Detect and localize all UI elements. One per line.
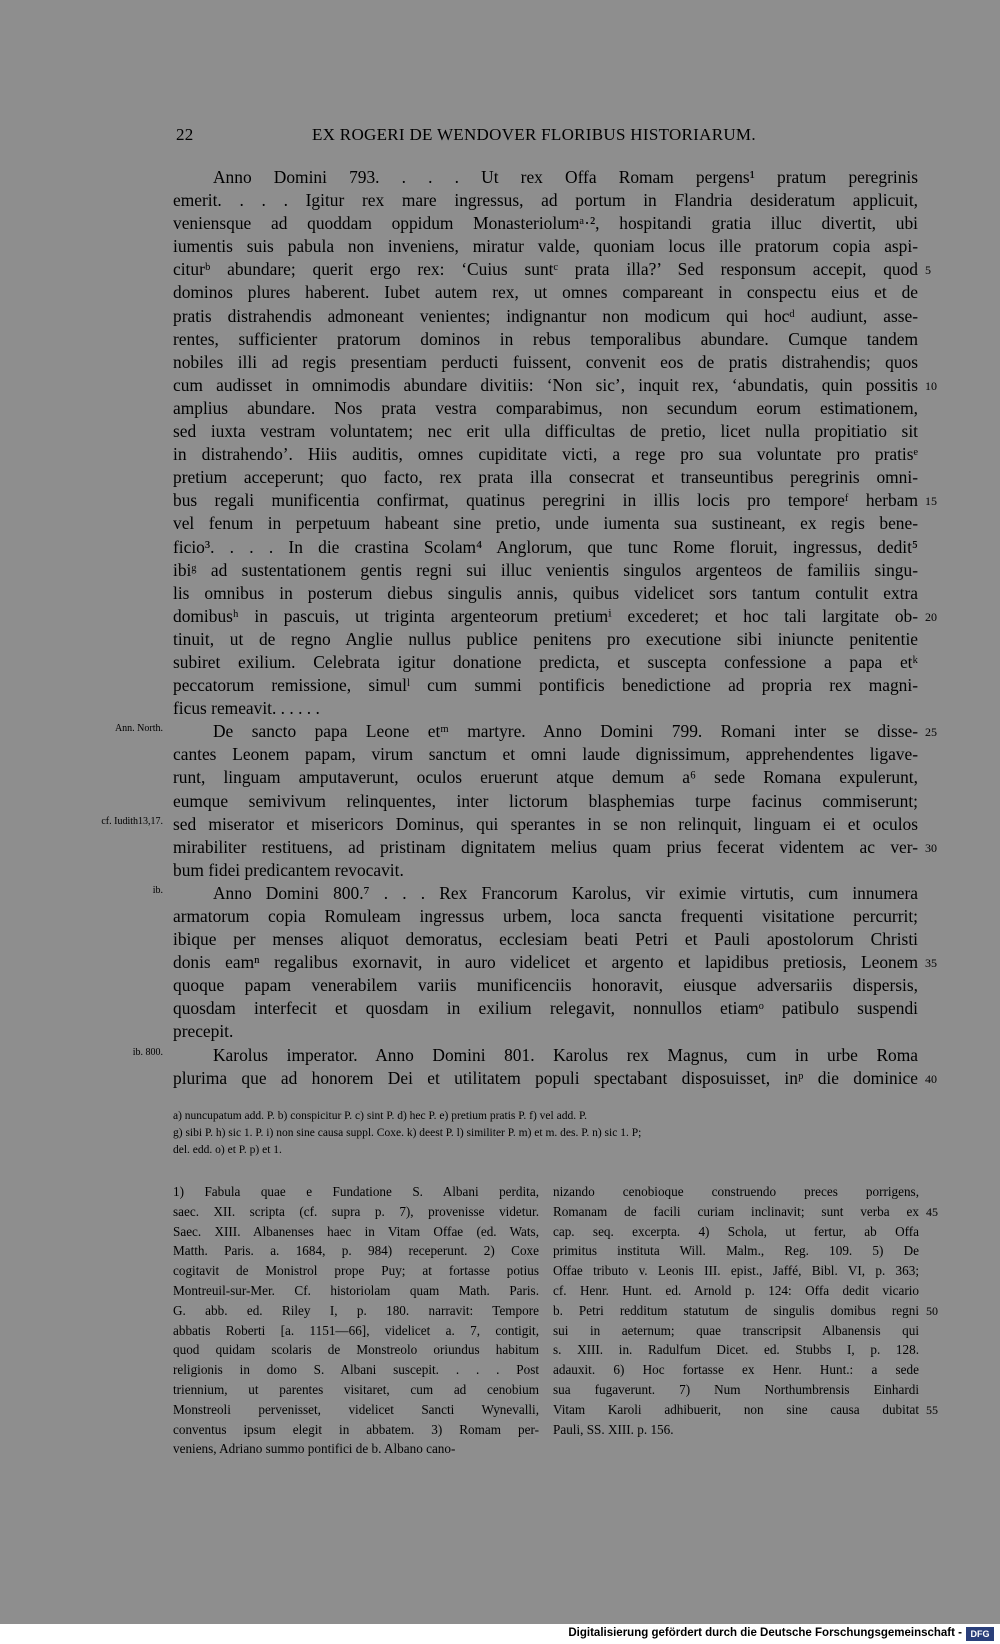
line-number: 15	[925, 494, 937, 509]
line-number: 10	[925, 378, 937, 393]
text-line-content: precepit.	[173, 1021, 234, 1042]
text-line-content: donis eamⁿ regalibus exornavit, in auro videlicet et argento et lapidibus pretiosis, Leonem	[173, 952, 918, 973]
text-line	[173, 697, 918, 720]
text-line-content: ficus remeavit. . . . . .	[173, 698, 320, 719]
footnote-line: Montreuil-sur-Mer. Cf. historiolam quam Math. Paris.	[173, 1282, 539, 1298]
footnote-line: cap. seq. excerpta. 4) Schola, ut fertur, ab Offa	[553, 1223, 919, 1239]
page-number: 22	[176, 125, 194, 144]
text-line	[173, 997, 918, 1020]
text-line	[173, 189, 918, 212]
footnote-line: Offae tributo v. Leonis III. epist., Jaffé, Bibl. VI, p. 363;	[553, 1263, 919, 1279]
text-line	[173, 859, 918, 882]
text-line-content: Anno Domini 800.⁷ . . . Rex Francorum Karolus, vir eximie virtutis, cum innumera	[213, 882, 918, 903]
text-line-content: Karolus imperator. Anno Domini 801. Karolus rex Magnus, cum in urbe Roma	[213, 1044, 918, 1065]
text-line	[152, 882, 918, 905]
footer-credit: Digitalisierung gefördert durch die Deutsche Forschungsgemeinschaft -	[568, 1627, 962, 1639]
text-line-content: bum fidei predicantem revocavit.	[173, 859, 404, 880]
text-line-content: vel fenum in perpetuum habeant sine pretio, unde iumenta sua sustineant, ex regis bene-	[173, 513, 918, 534]
text-line	[173, 836, 937, 859]
text-line-content: lis omnibus in posterum diebus singulis annis, quibus videlicet sors tantum contulit extra	[173, 582, 918, 603]
text-line-content: Anno Domini 793. . . . Ut rex Offa Romam pergens¹ pratum peregrinis	[213, 167, 918, 187]
footnote-line: primitus instituta Will. Malm., Reg. 109. 5) De	[553, 1243, 919, 1259]
text-line-content: ibiᵍ ad sustentationem gentis regni sui illuc venientis singulos argenteos de familiis singu-	[173, 559, 918, 580]
text-line-content: ibique per menses aliquot demoratus, ecclesiam beati Petri et Pauli apostolorum Christi	[173, 929, 918, 950]
footnotes-right-column	[553, 1182, 938, 1439]
text-line	[173, 928, 918, 951]
margin-source-note: ib. 800.	[132, 1046, 163, 1058]
text-line	[173, 743, 918, 766]
text-line-content: in distrahendo’. Hiis auditis, omnes cupiditate victi, a rege pro sua voluntate pro pratisᵉ	[173, 444, 918, 465]
digitization-footer	[0, 1624, 1000, 1644]
main-text	[101, 166, 937, 1090]
text-line	[173, 582, 918, 605]
text-line	[173, 674, 918, 697]
text-line	[173, 466, 918, 489]
text-line	[173, 512, 918, 535]
apparatus-line: g) sibi P. h) sic 1. P. i) non sine causa suppl. Coxe. k) deest P. l) similiter P. m) et m. des. P. n) sic 1. P;	[173, 1127, 642, 1139]
text-line-content: ficio³. . . . In die crastina Scolam⁴ Anglorum, que tunc Rome floruit, ingressus, dedit⁵	[173, 536, 918, 557]
footnote-line: veniens, Adriano summo pontifici de b. Albano cano-	[173, 1441, 456, 1457]
footnote-line: 1) Fabula quae e Fundatione S. Albani perdita,	[173, 1184, 539, 1199]
text-line	[101, 813, 918, 836]
text-line-content: amplius abundare. Nos prata vestra comparabimus, non secundum eorum estimationem,	[173, 397, 918, 418]
line-number: 50	[926, 1303, 938, 1318]
text-line-content: tinuit, ut de regno Anglie nullus publice penitens pro executione sibi iniuncte penitentie	[173, 628, 918, 649]
text-line	[173, 420, 918, 443]
text-line-content: quosdam interfecit et quosdam in exilium relegavit, nonnullos etiamᵒ patibulo suspendi	[173, 998, 918, 1019]
footnote-line: Saec. XIII. Albanenses haec in Vitam Offae (ed. Wats,	[173, 1223, 539, 1239]
text-line-content: plurima que ad honorem Dei et utilitatem populi spectabant disposuisset, inᵖ die dominice	[173, 1067, 918, 1088]
footnote-line: sua fugaverunt. 7) Num Northumbrensis Einhardi	[553, 1381, 919, 1397]
line-number: 25	[925, 725, 937, 740]
text-line-content: domibusʰ in pascuis, ut triginta argenteorum pretiumⁱ excederet; et hoc tali largitate ob-	[173, 605, 918, 626]
text-line	[173, 235, 918, 258]
footnote-line: G. abb. ed. Riley I, p. 180. narravit: Tempore	[173, 1302, 539, 1318]
text-line-content: veniensque ad quoddam oppidum Monasteriolumᵃ·², hospitandi gratia illuc divertit, ubi	[173, 213, 918, 234]
line-number: 45	[926, 1204, 938, 1219]
line-number: 40	[925, 1071, 937, 1086]
footnote-line: cogitavit de Monistrol prope Puy; at fortasse potius	[173, 1263, 539, 1279]
footnote-line: religionis in domo S. Albani suscepit. . . . Post	[173, 1362, 539, 1378]
text-line	[173, 1020, 918, 1043]
line-number: 30	[925, 840, 937, 855]
text-line	[173, 905, 918, 928]
text-line-content: rentes, sufficienter pratorum dominos in rebus temporalibus abundare. Cumque tandem	[173, 328, 918, 349]
text-line	[173, 951, 937, 974]
footnote-line: conventus ipsum elegit in abbatem. 3) Romam per-	[173, 1421, 539, 1437]
text-line	[173, 374, 937, 397]
apparatus-line: del. edd. o) et P. p) et 1.	[173, 1144, 282, 1156]
text-line-content: bus regali munificentia confirmat, quatinus peregrini in illis locis pro temporeᶠ herbam	[173, 490, 918, 511]
text-line-content: cum audisset in omnimodis abundare divitiis: ‘Non sic’, inquit rex, ‘abundatis, quin possitis	[173, 374, 918, 395]
text-line	[173, 1067, 937, 1090]
text-line-content: citurᵇ abundare; querit ergo rex: ‘Cuius suntᶜ prata illa?’ Sed responsum accepit, quod	[173, 259, 918, 280]
text-line	[173, 328, 918, 351]
text-line-content: nobiles illi ad regis presentiam perducti fuissent, convenit eos de pratis distrahendis; quos	[173, 351, 918, 372]
text-line	[173, 443, 918, 466]
text-line	[173, 281, 918, 304]
critical-apparatus	[173, 1108, 918, 1159]
text-line-content: De sancto papa Leone etᵐ martyre. Anno Domini 799. Romani inter se disse-	[213, 721, 918, 742]
footnote-line: abbatis Roberti [a. 1151—66], videlicet a. 7, contigit,	[173, 1322, 539, 1338]
text-line-content: armatorum copia Romuleam ingressus urbem, loca sancta frequenti visitatione percurrit;	[173, 906, 918, 926]
text-line-content: emerit. . . . Igitur rex mare ingressus, ad portum in Flandria desideratum applicuit,	[173, 190, 918, 211]
text-line	[173, 559, 918, 582]
margin-source-note: cf. Iudith13,17.	[101, 815, 163, 827]
text-line	[173, 258, 931, 281]
text-line	[173, 605, 937, 628]
dfg-logo: DFG	[966, 1627, 994, 1641]
text-line	[173, 651, 918, 674]
line-number: 5	[925, 263, 931, 278]
footnote-line: adauxit. 6) Hoc fortasse ex Henr. Hunt.: a sede	[553, 1362, 919, 1378]
footnote-line: Monstreoli pervenisset, videlicet Sancti Wynevalli,	[173, 1401, 539, 1417]
margin-source-note: Ann. North.	[114, 723, 163, 735]
footnote-line: Matth. Paris. a. 1684, p. 984) receperunt. 2) Coxe	[173, 1243, 539, 1259]
line-number: 35	[925, 956, 937, 971]
text-line-content: quoque papam venerabilem variis munificenciis honoravit, eiusque adversariis dispersis,	[173, 975, 918, 996]
text-line	[173, 397, 918, 420]
footnote-line: quod quidam scolaris de Monstreolo oriundus habitum	[173, 1342, 539, 1358]
text-line-content: sed iuxta vestram voluntatem; nec erit ulla difficultas de pretio, licet nulla propitiatio sit	[173, 421, 918, 442]
text-line-content: pretium acceperunt; quo facto, rex prata illa consecrat et transeuntibus peregrinis omni-	[173, 467, 918, 488]
footnote-line: sui in aeternum; quae transcripsit Albanensis qui	[553, 1322, 919, 1338]
apparatus-line: a) nuncupatum add. P. b) conspicitur P. c) sint P. d) hec P. e) pretium pratis P. f) vel add. P.	[173, 1110, 587, 1122]
line-number: 20	[925, 609, 937, 624]
text-line-content: pratis distrahendis admoneant venientes; indignantur non modicum qui hocᵈ audiunt, asse-	[173, 305, 918, 326]
text-line	[173, 166, 918, 189]
text-line	[173, 790, 918, 813]
text-line	[173, 351, 918, 374]
text-line-content: cantes Leonem papam, virum sanctum et omni laude dignissimum, apprehendentes ligave-	[173, 744, 918, 765]
footnote-line: Romanam de facili curiam inclinavit; sunt verba ex 45	[553, 1202, 919, 1222]
footnote-line: triennium, ut parentes visitaret, cum ad cenobium	[173, 1381, 539, 1397]
text-line	[132, 1044, 918, 1067]
text-line	[173, 628, 918, 651]
text-line-content: sed miserator et misericors Dominus, qui sperantes in se non relinquit, linguam ei et oculos	[173, 813, 918, 834]
text-line-content: peccatorum remissione, simulˡ cum summi pontificis benedictione ad propria rex magni-	[173, 675, 918, 696]
line-number: 55	[926, 1402, 938, 1417]
text-line	[173, 305, 918, 328]
margin-source-note: ib.	[152, 884, 163, 896]
text-line-content: dominos plures haberent. Iubet autem rex, ut omnes compareant in conspectu eius et de	[173, 282, 918, 303]
text-line-content: subiret exilium. Celebrata igitur donatione predicta, et suscepta confessione a papa etᵏ	[173, 651, 918, 672]
footnote-line: s. XIII. in. Radulfum Dicet. ed. Stubbs I, p. 128.	[553, 1342, 919, 1358]
text-line-content: iumentis suis pabula non inveniens, miratur valde, quoniam locus ille pratorum copia aspi-	[173, 236, 918, 257]
footnotes-left-column	[173, 1182, 539, 1459]
footnote-line: Pauli, SS. XIII. p. 156.	[553, 1421, 674, 1437]
text-line-content: runt, linguam amputaverunt, oculos eruerunt atque demum a⁶ sede Romana expulerunt,	[173, 767, 918, 788]
text-line-content: mirabiliter restituens, ad pristinam dignitatem melius quam prius fecerat videntem ac ver-	[173, 836, 918, 857]
text-line	[173, 766, 918, 789]
footnote-line: b. Petri redditum statutum de singulis domibus regni 50	[553, 1301, 919, 1321]
text-line	[114, 720, 937, 743]
text-line	[173, 974, 918, 997]
footnote-line: nizando cenobioque construendo preces porrigens,	[553, 1184, 919, 1199]
text-line	[173, 212, 918, 235]
text-line	[173, 536, 918, 559]
footnote-line: Vitam Karoli adhibuerit, non sine causa dubitat 55	[553, 1400, 919, 1420]
footnote-line: saec. XII. scripta (cf. supra p. 7), provenisse videtur.	[173, 1203, 539, 1219]
footnote-line: cf. Henr. Hunt. ed. Arnold p. 124: Offa dedit vicario	[553, 1282, 919, 1298]
text-line-content: eumque semivivum relinquentes, inter lictorum blasphemias turpe facinus commiserunt;	[173, 790, 918, 811]
running-title: EX ROGERI DE WENDOVER FLORIBUS HISTORIARUM.	[312, 125, 756, 144]
text-line	[173, 489, 937, 512]
